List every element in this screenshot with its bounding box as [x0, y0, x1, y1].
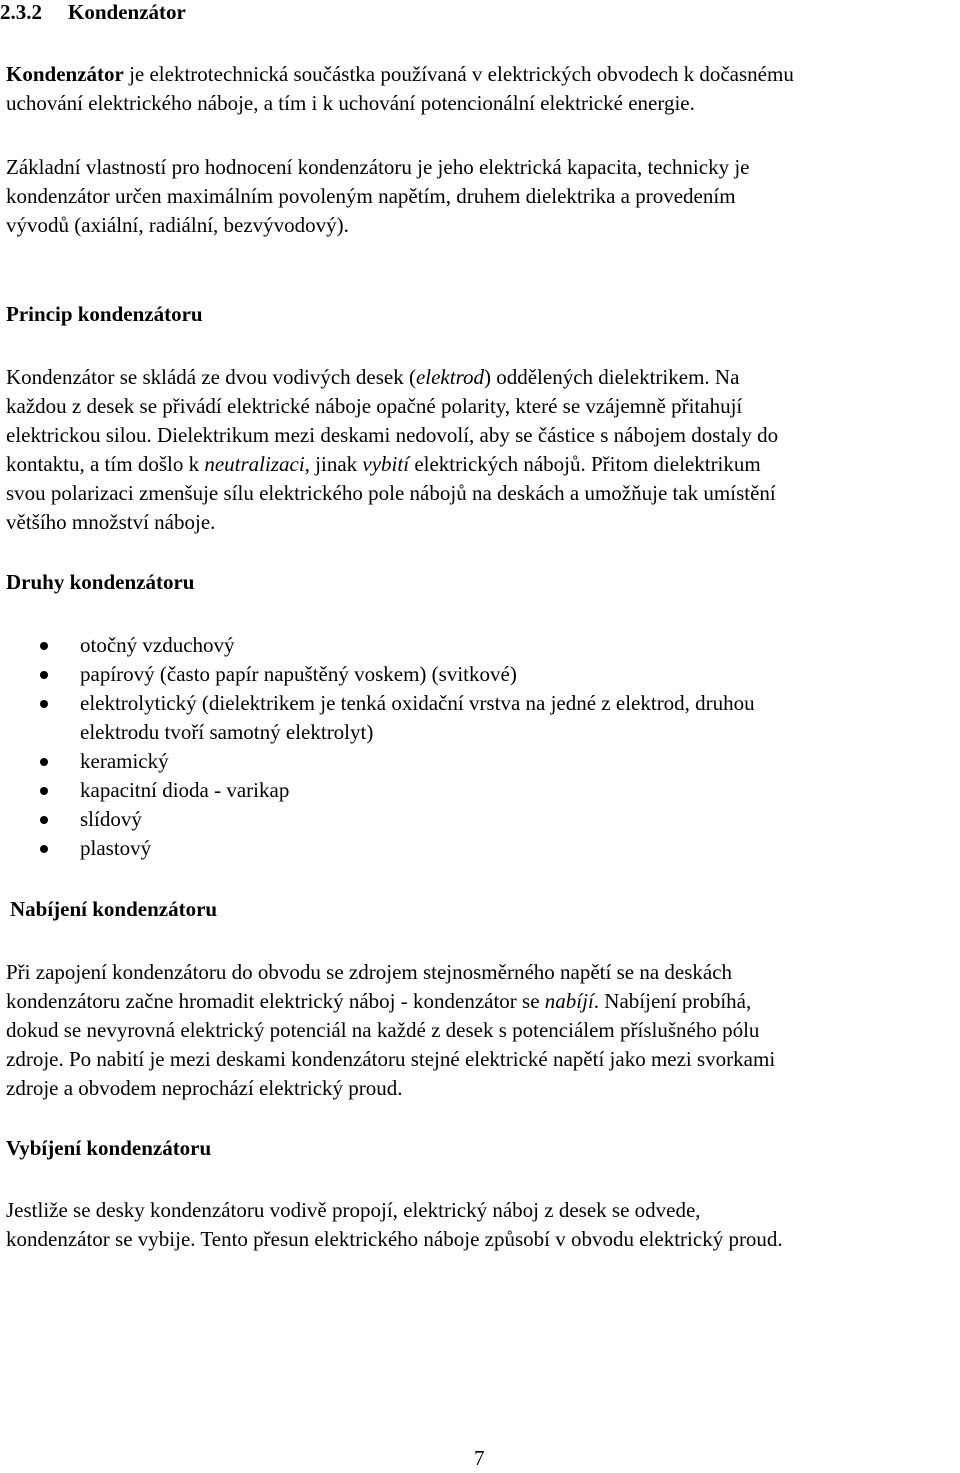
charging-line-5: zdroje a obvodem neprochází elektrický proud. — [6, 1076, 403, 1100]
charging-heading: Nabíjení kondenzátoru — [10, 897, 218, 921]
bullet-icon — [40, 845, 48, 853]
bullet-icon — [40, 700, 48, 708]
charging-line-1: Při zapojení kondenzátoru do obvodu se zdrojem stejnosměrného napětí se na deskách — [6, 960, 733, 984]
document-page: 2.3.2 Kondenzátor Kondenzátor je elektrotechnická součástka používaná v elektrických obvodech k dočasnému uchování elektrického náboje, a tím i k uchování potencionální elektrické energie. Základní vlastností pro hodnocení kondenzátoru je jeho elektrická kapacita, technicky je kondenzátor určen maximálním povoleným napětím, druhem dielektrika a provedením vývodů (axiální, radiální, bezvývodový). Princip kondenzátoru Kondenzátor se skládá ze dvou vodivých desek (elektrod) oddělených dielektrikem. Na každou z desek se přivádí elektrické náboje opačné polarity, které se vzájemně přitahují elektrickou silou. Dielektrikum mezi deskami nedovolí, aby se částice s nábojem dostaly do kontaktu, a tím došlo k neutralizaci, jinak vybití elektrických nábojů. Přitom dielektrikum svou polarizaci zmenšuje sílu elektrického pole nábojů na deskách a umožňuje tak umístění většího množství náboje. Druhy kondenzátoru otočný vzduchový papírový (často papír napuštěný voskem) (svitkové) elektrolytický (dielektrikem je tenká oxidační vrstva na jedné z elektrod, druhou elektrodu tvoří samotný elektrolyt) keramický kapacitní dioda - varikap slídový plastový Nabíjení kondenzátoru Při zapojení kondenzátoru do obvodu se zdrojem stejnosměrného napětí se na deskách kondenzátoru začne hromadit elektrický náboj - kondenzátor se nabíjí. Nabíjení probíhá, dokud se nevyrovná elektrický potenciál na každé z desek s potenciálem příslušného pólu zdroje. Po nabití je mezi deskami kondenzátoru stejné elektrické napětí jako mezi svorkami zdroje a obvodem neprochází elektrický proud. Vybíjení kondenzátoru Jestliže se desky kondenzátoru vodivě propojí, elektrický náboj z desek se odvede, kondenzátor se vybije. Tento přesun elektrického náboje způsobí v obvodu elektrický proud. 7 — [0, 0, 960, 1468]
principle-heading: Princip kondenzátoru — [6, 302, 203, 326]
charging-line-3: dokud se nevyrovná elektrický potenciál na každé z desek s potenciálem příslušného pólu — [6, 1018, 760, 1042]
bullet-icon — [40, 758, 48, 766]
section-heading — [0, 0, 186, 27]
principle-line-1: Kondenzátor se skládá ze dvou vodivých desek (elektrod) oddělených dielektrikem. Na — [6, 365, 740, 389]
section-title: Kondenzátor — [68, 0, 186, 24]
bullet-icon — [40, 642, 48, 650]
properties-line-2: kondenzátor určen maximálním povoleným napětím, druhem dielektrika a provedením — [6, 184, 736, 208]
charging-line-2: kondenzátoru začne hromadit elektrický náboj - kondenzátor se nabíjí. Nabíjení probíhá, — [6, 989, 752, 1013]
principle-line-6: většího množství náboje. — [6, 510, 216, 534]
bullet-icon — [40, 787, 48, 795]
bullet-icon — [40, 816, 48, 824]
properties-line-3: vývodů (axiální, radiální, bezvývodový). — [6, 213, 349, 237]
discharging-heading: Vybíjení kondenzátoru — [6, 1136, 212, 1160]
principle-line-3: elektrickou silou. Dielektrikum mezi deskami nedovolí, aby se částice s nábojem dostaly do — [6, 423, 779, 447]
principle-line-5: svou polarizaci zmenšuje sílu elektrického pole nábojů na deskách a umožňuje tak umístění — [6, 481, 776, 505]
principle-line-2: každou z desek se přivádí elektrické náboje opačné polarity, které se vzájemně přitahují — [6, 394, 743, 418]
discharging-line-1: Jestliže se desky kondenzátoru vodivě propojí, elektrický náboj z desek se odvede, — [6, 1198, 701, 1222]
types-heading: Druhy kondenzátoru — [6, 570, 195, 594]
discharging-line-2: kondenzátor se vybije. Tento přesun elektrického náboje způsobí v obvodu elektrický proud. — [6, 1227, 783, 1251]
bullet-icon — [40, 671, 48, 679]
intro-line-2: uchování elektrického náboje, a tím i k uchování potencionální elektrické energie. — [6, 91, 695, 115]
section-number: 2.3.2 — [0, 0, 42, 24]
properties-line-1: Základní vlastností pro hodnocení kondenzátoru je jeho elektrická kapacita, technicky je — [6, 155, 750, 179]
intro-line-1: Kondenzátor je elektrotechnická součástka používaná v elektrických obvodech k dočasnému — [6, 62, 794, 86]
principle-line-4: kontaktu, a tím došlo k neutralizaci, jinak vybití elektrických nábojů. Přitom dielektrikum — [6, 452, 761, 476]
intro-term: Kondenzátor — [6, 62, 124, 86]
charging-line-4: zdroje. Po nabití je mezi deskami kondenzátoru stejné elektrické napětí jako mezi svorkami — [6, 1047, 776, 1071]
page-number: 7 — [474, 1446, 485, 1470]
